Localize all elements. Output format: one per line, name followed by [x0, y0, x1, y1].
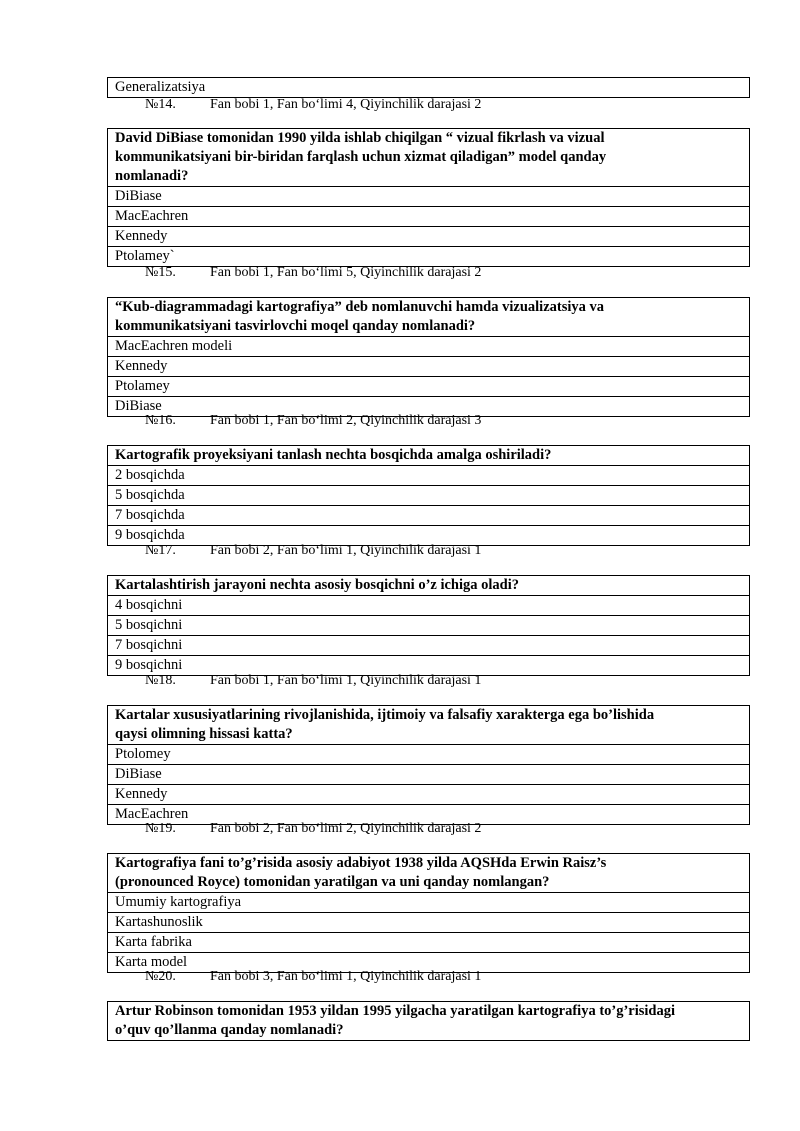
question-text — [108, 298, 749, 336]
answer-option: Generalizatsiya — [115, 79, 206, 95]
question-line: kommunikatsiyani bir-biridan farqlash uchun xizmat qiladigan” model qanday — [115, 149, 607, 165]
question-line: Kartalar xususiyatlarining rivojlanishida, ijtimoiy va falsafiy xarakterga ega bo’lishida — [115, 707, 655, 723]
question-line: Artur Robinson tomonidan 1953 yildan 1995 yilgacha yaratilgan kartografiya to’g’risidagi — [115, 1003, 676, 1019]
answer-option: MacEachren — [108, 206, 749, 226]
answer-option: MacEachren — [108, 804, 749, 824]
question-number: №14. — [145, 97, 176, 112]
question-line: nomlanadi? — [115, 168, 189, 184]
question-meta-16 — [145, 412, 481, 430]
question-meta-14 — [145, 96, 481, 114]
answer-option: Kennedy — [108, 784, 749, 804]
question-info: Fan bobi 1, Fan bo‘limi 2, Qiyinchilik darajasi 3 — [210, 413, 482, 428]
answer-option: 7 bosqichni — [108, 635, 749, 655]
question-number: №15. — [145, 265, 176, 280]
question-number: №19. — [145, 821, 176, 836]
answer-option: DiBiase — [108, 764, 749, 784]
answer-option: Kennedy — [108, 356, 749, 376]
answer-option: Kartashunoslik — [108, 912, 749, 932]
question-table-14 — [107, 128, 750, 267]
question-line: (pronounced Royce) tomonidan yaratilgan va uni qanday nomlangan? — [115, 874, 550, 890]
answer-option: MacEachren modeli — [108, 336, 749, 356]
question-line: Kartografiya fani to’g’risida asosiy adabiyot 1938 yilda AQSHda Erwin Raisz’s — [115, 855, 607, 871]
question-number: №16. — [145, 413, 176, 428]
question-info: Fan bobi 1, Fan bo‘limi 1, Qiyinchilik darajasi 1 — [210, 673, 482, 688]
question-info: Fan bobi 1, Fan bo‘limi 5, Qiyinchilik darajasi 2 — [210, 265, 482, 280]
question-info: Fan bobi 2, Fan bo‘limi 2, Qiyinchilik darajasi 2 — [210, 821, 482, 836]
question-meta-15 — [145, 264, 481, 282]
question-text — [108, 706, 749, 744]
question-line: kommunikatsiyani tasvirlovchi moqel qanday nomlanadi? — [115, 318, 476, 334]
answer-option: Ptolamey` — [108, 246, 749, 266]
question-text — [108, 576, 749, 595]
answer-option: Karta model — [108, 952, 749, 972]
answer-option: Umumiy kartografiya — [108, 892, 749, 912]
question-number: №17. — [145, 543, 176, 558]
answer-option: DiBiase — [108, 396, 749, 416]
question-table-15 — [107, 297, 750, 417]
question-table-16 — [107, 445, 750, 546]
question-line: Kartografik proyeksiyani tanlash nechta bosqichda amalga oshiriladi? — [115, 447, 552, 463]
question-meta-17 — [145, 542, 481, 560]
question-meta-19 — [145, 820, 481, 838]
answer-option: Ptolomey — [108, 744, 749, 764]
question-meta-18 — [145, 672, 481, 690]
answer-option: 7 bosqichda — [108, 505, 749, 525]
answer-option: 5 bosqichda — [108, 485, 749, 505]
question-text — [108, 1002, 749, 1040]
answer-option: 5 bosqichni — [108, 615, 749, 635]
question-line: “Kub-diagrammadagi kartografiya” deb nomlanuvchi hamda vizualizatsiya va — [115, 299, 605, 315]
question-meta-20 — [145, 968, 481, 986]
answer-option: Karta fabrika — [108, 932, 749, 952]
answer-table-13 — [107, 77, 750, 98]
question-line: o’quv qo’llanma qanday nomlanadi? — [115, 1022, 344, 1038]
question-info: Fan bobi 3, Fan bo‘limi 1, Qiyinchilik darajasi 1 — [210, 969, 482, 984]
question-line: David DiBiase tomonidan 1990 yilda ishlab chiqilgan “ vizual fikrlash va vizual — [115, 130, 605, 146]
answer-option: Ptolamey — [108, 376, 749, 396]
question-text — [108, 446, 749, 465]
answer-option: DiBiase — [108, 186, 749, 206]
question-table-19 — [107, 853, 750, 973]
answer-option: 9 bosqichda — [108, 525, 749, 545]
question-number: №20. — [145, 969, 176, 984]
question-line: qaysi olimning hissasi katta? — [115, 726, 293, 742]
question-table-18 — [107, 705, 750, 825]
answer-option: 9 bosqichni — [108, 655, 749, 675]
question-table-20 — [107, 1001, 750, 1041]
question-line: Kartalashtirish jarayoni nechta asosiy bosqichni o’z ichiga oladi? — [115, 577, 520, 593]
answer-option: Kennedy — [108, 226, 749, 246]
question-number: №18. — [145, 673, 176, 688]
question-table-17 — [107, 575, 750, 676]
answer-option: 2 bosqichda — [108, 465, 749, 485]
question-info: Fan bobi 1, Fan bo‘limi 4, Qiyinchilik darajasi 2 — [210, 97, 482, 112]
question-text — [108, 854, 749, 892]
question-info: Fan bobi 2, Fan bo‘limi 1, Qiyinchilik darajasi 1 — [210, 543, 482, 558]
question-text — [108, 129, 749, 186]
answer-option: 4 bosqichni — [108, 595, 749, 615]
